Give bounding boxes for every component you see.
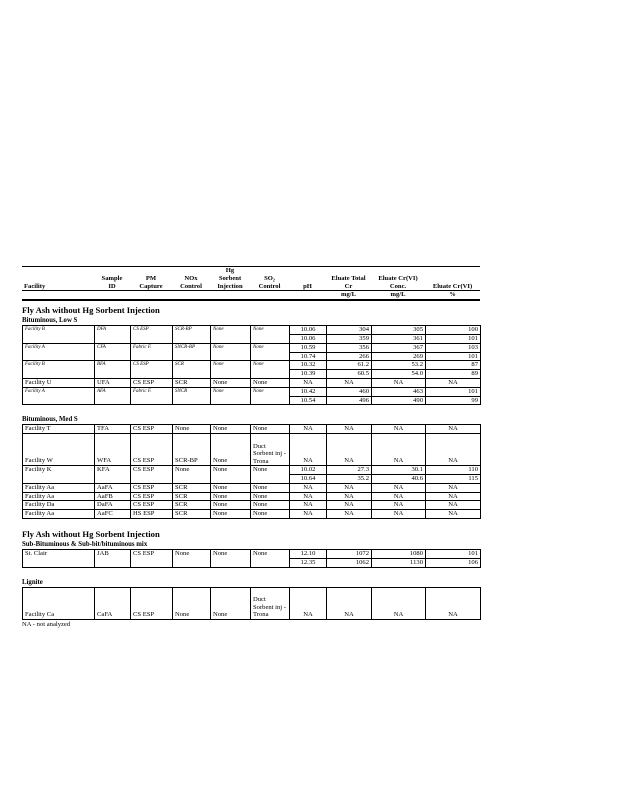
pm-capture-cell: HS ESP <box>131 510 173 519</box>
ph-cell: NA <box>290 483 327 492</box>
unit-pct: % <box>425 291 480 300</box>
header-ph: pH <box>303 282 312 290</box>
eluate-total-cr-cell: NA <box>327 587 372 619</box>
hg-sorbent-cell: None <box>211 434 251 466</box>
pm-capture-cell: CS ESP <box>131 587 173 619</box>
eluate-total-cr-cell: 304 <box>327 326 372 335</box>
eluate-total-cr-cell: 60.5 <box>327 370 372 379</box>
eluate-total-cr-cell: 1072 <box>327 549 372 558</box>
eluate-crvi-pct-cell: NA <box>426 492 481 501</box>
facility-cell: Facility B <box>23 361 95 379</box>
eluate-crvi-pct-cell: 101 <box>426 334 481 343</box>
header-capture: Capture <box>139 282 163 290</box>
ph-cell: 10.06 <box>290 334 327 343</box>
table-row <box>23 466 481 475</box>
eluate-crvi-pct-cell: NA <box>426 434 481 466</box>
eluate-crvi-cell: 1080 <box>372 549 426 558</box>
nox-control-cell: SCR <box>173 510 211 519</box>
so2-control-cell: None <box>251 549 290 567</box>
header-conc: Conc. <box>389 282 407 290</box>
header-crvi-pct: Eluate Cr(VI) <box>432 282 473 290</box>
section1-title: Fly Ash without Hg Sorbent Injection <box>22 305 160 316</box>
hg-sorbent-cell: None <box>211 343 251 361</box>
sample-id-cell: CaFA <box>95 587 131 619</box>
eluate-crvi-cell: NA <box>372 434 426 466</box>
header-eluate-crvi: Eluate Cr(VI) <box>378 274 418 282</box>
facility-cell: Facility Aa <box>23 492 95 501</box>
eluate-crvi-pct-cell: 87 <box>426 361 481 370</box>
section2-title: Fly Ash without Hg Sorbent Injection <box>22 528 160 539</box>
header-cr: Cr <box>344 282 353 290</box>
ph-cell: 10.02 <box>290 466 327 475</box>
sample-id-cell: WFA <box>95 434 131 466</box>
table-row <box>23 387 481 396</box>
eluate-crvi-cell: NA <box>372 587 426 619</box>
eluate-crvi-pct-cell: 101 <box>426 387 481 396</box>
table-row <box>23 492 481 501</box>
eluate-crvi-pct-cell: NA <box>426 483 481 492</box>
hg-sorbent-cell: None <box>211 326 251 344</box>
sample-id-cell: BFA <box>95 361 131 379</box>
hg-sorbent-cell: None <box>211 501 251 510</box>
unit-crvi: mg/L <box>371 291 425 300</box>
facility-cell: Facility Aa <box>23 483 95 492</box>
ph-cell: NA <box>290 434 327 466</box>
sample-id-cell: CFA <box>95 343 131 361</box>
so2-control-cell: None <box>251 483 290 492</box>
ph-cell: 10.74 <box>290 352 327 361</box>
header-hg-line1: Hg <box>210 267 250 275</box>
hg-sorbent-cell: None <box>211 425 251 434</box>
eluate-total-cr-cell: 359 <box>327 334 372 343</box>
group-subtitle: Bituminous, Low S <box>22 317 78 325</box>
hg-sorbent-cell: None <box>211 483 251 492</box>
eluate-crvi-cell: 54.0 <box>372 370 426 379</box>
ph-cell: NA <box>290 378 327 387</box>
facility-cell: Facility Ca <box>23 587 95 619</box>
so2-control-cell: None <box>251 361 290 379</box>
sample-id-cell: UFA <box>95 378 131 387</box>
ph-cell: 10.64 <box>290 474 327 483</box>
eluate-crvi-pct-cell: 100 <box>426 326 481 335</box>
sample-id-cell: JAB <box>95 549 131 567</box>
table-row <box>23 425 481 434</box>
eluate-crvi-pct-cell: 106 <box>426 558 481 567</box>
sample-id-cell: AaFC <box>95 510 131 519</box>
document <box>22 266 480 629</box>
facility-cell: Facility W <box>23 434 95 466</box>
ph-cell: 10.06 <box>290 326 327 335</box>
pm-capture-cell: CS ESP <box>131 492 173 501</box>
nox-control-cell: None <box>173 425 211 434</box>
eluate-total-cr-cell: NA <box>327 510 372 519</box>
eluate-crvi-cell: 463 <box>372 387 426 396</box>
eluate-crvi-cell: NA <box>372 510 426 519</box>
pm-capture-cell: Fabric F. <box>131 387 173 405</box>
group-subtitle: Lignite <box>22 578 43 586</box>
hg-sorbent-cell: None <box>211 378 251 387</box>
so2-control-cell: None <box>251 378 290 387</box>
table-row <box>23 587 481 619</box>
eluate-crvi-pct-cell: NA <box>426 425 481 434</box>
eluate-crvi-cell: 40.6 <box>372 474 426 483</box>
eluate-total-cr-cell: NA <box>327 501 372 510</box>
header-pm: PM <box>145 274 157 282</box>
group-subtitle: Sub-Bituminous & Sub-bit/bituminous mix <box>22 540 148 548</box>
pm-capture-cell: CS ESP <box>131 378 173 387</box>
data-table <box>22 549 481 568</box>
eluate-total-cr-cell: 1062 <box>327 558 372 567</box>
table-row <box>23 326 481 335</box>
table-row <box>23 343 481 352</box>
ph-cell: NA <box>290 425 327 434</box>
footnote: NA - not analyzed <box>22 620 71 628</box>
sample-id-cell: DFA <box>95 326 131 344</box>
nox-control-cell: None <box>173 466 211 484</box>
hg-sorbent-cell: None <box>211 361 251 379</box>
header-nox: NOx <box>184 274 198 282</box>
so2-control-cell: Duct Sorbent inj - Trona <box>251 587 290 619</box>
header-sample: Sample <box>101 274 123 282</box>
pm-capture-cell: CS ESP <box>131 501 173 510</box>
facility-cell: Facility U <box>23 378 95 387</box>
nox-control-cell: SCR <box>173 378 211 387</box>
nox-control-cell: SNCR-BP <box>173 343 211 361</box>
eluate-total-cr-cell: 35.2 <box>327 474 372 483</box>
nox-control-cell: SCR <box>173 492 211 501</box>
eluate-crvi-pct-cell: NA <box>426 510 481 519</box>
eluate-total-cr-cell: NA <box>327 492 372 501</box>
pm-capture-cell: CS ESP <box>131 483 173 492</box>
pm-capture-cell: CS ESP <box>131 549 173 567</box>
hg-sorbent-cell: None <box>211 466 251 484</box>
ph-cell: 10.59 <box>290 343 327 352</box>
nox-control-cell: SCR-BP <box>173 326 211 344</box>
hg-sorbent-cell: None <box>211 387 251 405</box>
sample-id-cell: KFA <box>95 466 131 484</box>
pm-capture-cell: CS ESP <box>131 361 173 379</box>
eluate-crvi-pct-cell: NA <box>426 378 481 387</box>
table-row <box>23 434 481 466</box>
table-row <box>23 483 481 492</box>
facility-cell: Facility B <box>23 326 95 344</box>
facility-cell: Facility A <box>23 387 95 405</box>
nox-control-cell: SCR <box>173 483 211 492</box>
header-id: ID <box>108 282 116 290</box>
so2-control-cell: Duct Sorbent inj - Trona <box>251 434 290 466</box>
eluate-crvi-pct-cell: NA <box>426 587 481 619</box>
nox-control-cell: SCR-BP <box>173 434 211 466</box>
eluate-total-cr-cell: 356 <box>327 343 372 352</box>
table-row <box>23 549 481 558</box>
header-so2: SO₂ <box>264 274 275 282</box>
unit-total-cr: mg/L <box>326 291 371 300</box>
eluate-crvi-pct-cell: 103 <box>426 343 481 352</box>
facility-cell: St. Clair <box>23 549 95 567</box>
header-so2-control: Control <box>258 282 281 290</box>
eluate-crvi-pct-cell: 115 <box>426 474 481 483</box>
so2-control-cell: None <box>251 326 290 344</box>
eluate-total-cr-cell: NA <box>327 425 372 434</box>
pm-capture-cell: CS ESP <box>131 466 173 484</box>
nox-control-cell: SCR <box>173 501 211 510</box>
facility-cell: Facility T <box>23 425 95 434</box>
sample-id-cell: AaFB <box>95 492 131 501</box>
table-row <box>23 510 481 519</box>
data-table <box>22 587 481 620</box>
eluate-crvi-pct-cell: NA <box>426 501 481 510</box>
facility-cell: Facility Aa <box>23 510 95 519</box>
header-eluate-total: Eluate Total <box>331 274 366 282</box>
facility-cell: Facility A <box>23 343 95 361</box>
table-row <box>23 501 481 510</box>
eluate-crvi-cell: NA <box>372 501 426 510</box>
so2-control-cell: None <box>251 492 290 501</box>
eluate-total-cr-cell: 27.3 <box>327 466 372 475</box>
eluate-crvi-cell: NA <box>372 483 426 492</box>
data-table <box>22 325 481 405</box>
eluate-crvi-pct-cell: 101 <box>426 549 481 558</box>
ph-cell: NA <box>290 587 327 619</box>
eluate-crvi-pct-cell: 99 <box>426 396 481 405</box>
header-sorbent: Sorbent <box>218 274 242 282</box>
nox-control-cell: None <box>173 549 211 567</box>
table-row <box>23 378 481 387</box>
header-facility: Facility <box>24 282 46 290</box>
eluate-crvi-pct-cell: 101 <box>426 352 481 361</box>
sample-id-cell: AaFA <box>95 483 131 492</box>
ph-cell: 12.10 <box>290 549 327 558</box>
hg-sorbent-cell: None <box>211 587 251 619</box>
eluate-total-cr-cell: 460 <box>327 387 372 396</box>
header-injection: Injection <box>217 282 243 290</box>
eluate-crvi-cell: 30.1 <box>372 466 426 475</box>
eluate-crvi-cell: 1130 <box>372 558 426 567</box>
ph-cell: NA <box>290 492 327 501</box>
facility-cell: Facility K <box>23 466 95 484</box>
eluate-total-cr-cell: 496 <box>327 396 372 405</box>
data-table <box>22 424 481 519</box>
so2-control-cell: None <box>251 466 290 484</box>
hg-sorbent-cell: None <box>211 492 251 501</box>
eluate-crvi-cell: 361 <box>372 334 426 343</box>
eluate-total-cr-cell: NA <box>327 434 372 466</box>
eluate-crvi-cell: 53.2 <box>372 361 426 370</box>
eluate-total-cr-cell: NA <box>327 378 372 387</box>
ph-cell: NA <box>290 501 327 510</box>
eluate-total-cr-cell: NA <box>327 483 372 492</box>
so2-control-cell: None <box>251 501 290 510</box>
hg-sorbent-cell: None <box>211 549 251 567</box>
eluate-crvi-cell: 305 <box>372 326 426 335</box>
eluate-crvi-pct-cell: 110 <box>426 466 481 475</box>
so2-control-cell: None <box>251 510 290 519</box>
eluate-crvi-cell: NA <box>372 378 426 387</box>
ph-cell: 10.42 <box>290 387 327 396</box>
pm-capture-cell: Fabric F. <box>131 343 173 361</box>
eluate-crvi-cell: 269 <box>372 352 426 361</box>
ph-cell: 10.32 <box>290 361 327 370</box>
table-header <box>22 266 480 301</box>
ph-cell: 12.35 <box>290 558 327 567</box>
eluate-crvi-cell: 490 <box>372 396 426 405</box>
sample-id-cell: AFA <box>95 387 131 405</box>
group-subtitle: Bituminous, Med S <box>22 416 78 424</box>
so2-control-cell: None <box>251 425 290 434</box>
eluate-crvi-pct-cell: 89 <box>426 370 481 379</box>
pm-capture-cell: CS ESP <box>131 425 173 434</box>
eluate-crvi-cell: NA <box>372 425 426 434</box>
ph-cell: NA <box>290 510 327 519</box>
table-row <box>23 361 481 370</box>
eluate-crvi-cell: NA <box>372 492 426 501</box>
sample-id-cell: DaFA <box>95 501 131 510</box>
eluate-crvi-cell: 367 <box>372 343 426 352</box>
nox-control-cell: None <box>173 587 211 619</box>
ph-cell: 10.54 <box>290 396 327 405</box>
so2-control-cell: None <box>251 387 290 405</box>
sample-id-cell: TFA <box>95 425 131 434</box>
eluate-total-cr-cell: 61.2 <box>327 361 372 370</box>
eluate-total-cr-cell: 266 <box>327 352 372 361</box>
header-nox-control: Control <box>180 282 202 290</box>
hg-sorbent-cell: None <box>211 510 251 519</box>
so2-control-cell: None <box>251 343 290 361</box>
pm-capture-cell: CS ESP <box>131 434 173 466</box>
nox-control-cell: SNCR <box>173 387 211 405</box>
ph-cell: 10.39 <box>290 370 327 379</box>
pm-capture-cell: CS ESP <box>131 326 173 344</box>
facility-cell: Facility Da <box>23 501 95 510</box>
nox-control-cell: SCR <box>173 361 211 379</box>
